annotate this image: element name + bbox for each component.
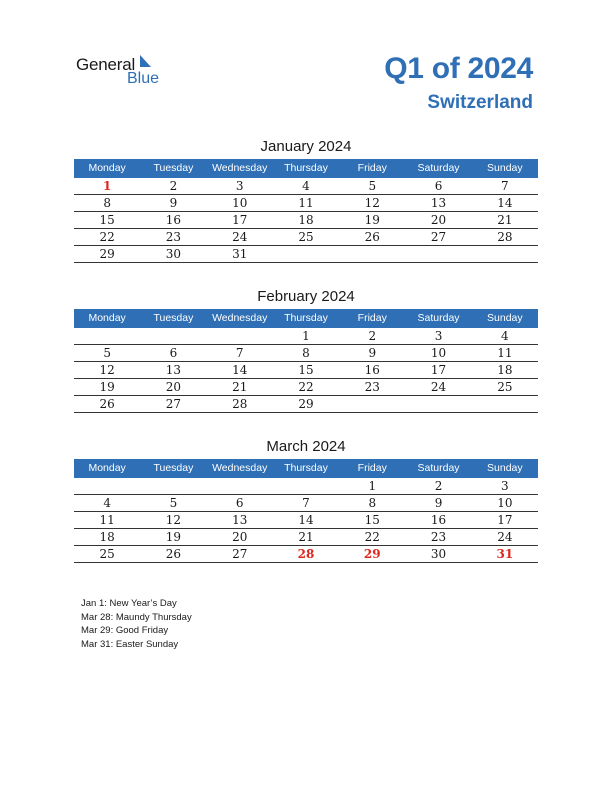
month-title: February 2024: [257, 288, 355, 305]
weekday-label: Sunday: [487, 162, 523, 174]
day-cell: 20: [430, 213, 447, 227]
weekday-label: Tuesday: [153, 462, 194, 474]
day-cell: 26: [99, 397, 115, 411]
weekday-label: Friday: [357, 162, 387, 174]
month-march: [74, 436, 538, 563]
weekday-header: [74, 459, 538, 478]
day-cell: 5: [103, 346, 111, 360]
day-cell: 31: [232, 247, 248, 261]
day-cell: 22: [364, 530, 380, 544]
day-cell: 5: [169, 496, 178, 510]
day-cell: 21: [497, 213, 513, 227]
day-cell: 7: [302, 496, 310, 510]
day-cell: 18: [497, 363, 513, 377]
day-cell: 8: [103, 196, 111, 210]
day-cell: 4: [302, 179, 310, 193]
day-cell: 18: [99, 530, 115, 544]
day-cell: 9: [368, 346, 377, 360]
logo-triangle-icon: [138, 54, 152, 68]
weekday-label: Sunday: [487, 462, 523, 474]
day-cell: 10: [430, 346, 447, 360]
day-cell: 13: [232, 513, 248, 527]
weekday-label: Friday: [357, 462, 387, 474]
day-cell: 7: [235, 346, 244, 360]
day-cell: 19: [364, 213, 380, 227]
weekday-label: Wednesday: [212, 462, 268, 474]
day-cell: 31: [496, 547, 514, 561]
day-cell: 21: [232, 380, 248, 394]
month-january: [74, 136, 538, 263]
day-cell: 24: [232, 230, 248, 244]
weekday-header: [74, 309, 538, 328]
day-cell: 14: [298, 513, 314, 527]
day-cell: 10: [232, 196, 248, 210]
empty-day-cell: [140, 328, 206, 344]
weekday-label: Thursday: [284, 162, 328, 174]
day-cell: 9: [169, 196, 178, 210]
logo: [76, 52, 176, 88]
day-cell: 8: [368, 496, 377, 510]
day-cell: 19: [165, 530, 182, 544]
day-cell: 6: [169, 346, 178, 360]
logo-general-text: General: [76, 55, 136, 74]
empty-day-cell: [472, 396, 538, 412]
day-cell: 21: [298, 530, 314, 544]
day-cell: 1: [302, 329, 310, 343]
day-cell: 25: [497, 380, 513, 394]
day-cell: 17: [232, 213, 248, 227]
weekday-label: Saturday: [417, 312, 460, 324]
day-cell: 28: [297, 547, 315, 561]
day-cell: 27: [430, 230, 447, 244]
day-cell: 30: [430, 547, 447, 561]
day-cell: 3: [235, 179, 244, 193]
empty-day-cell: [74, 478, 140, 494]
empty-day-cell: [273, 246, 339, 262]
day-cell: 25: [298, 230, 314, 244]
month-title: January 2024: [260, 138, 352, 155]
day-cell: 16: [165, 213, 182, 227]
day-cell: 20: [232, 530, 248, 544]
day-cell: 6: [235, 496, 244, 510]
day-cell: 4: [501, 329, 509, 343]
weekday-label: Thursday: [284, 312, 328, 324]
day-cell: 13: [165, 363, 182, 377]
day-cell: 30: [165, 247, 182, 261]
day-cell: 29: [99, 247, 115, 261]
day-cell: 23: [165, 230, 182, 244]
day-cell: 15: [364, 513, 380, 527]
week-row: [74, 529, 538, 546]
day-cell: 6: [434, 179, 443, 193]
day-cell: 17: [497, 513, 513, 527]
page-title: Q1 of 2024: [384, 52, 533, 85]
day-cell: 26: [364, 230, 380, 244]
empty-day-cell: [207, 478, 273, 494]
day-cell: 27: [165, 397, 182, 411]
country-name: Switzerland: [427, 92, 533, 113]
day-cell: 14: [232, 363, 248, 377]
weekday-label: Sunday: [487, 312, 523, 324]
week-row: [74, 229, 538, 246]
weekday-label: Tuesday: [153, 162, 194, 174]
weekday-label: Monday: [88, 462, 126, 474]
empty-day-cell: [207, 328, 273, 344]
day-cell: 11: [99, 513, 115, 527]
week-row: [74, 362, 538, 379]
weekday-label: Thursday: [284, 462, 328, 474]
day-cell: 18: [298, 213, 314, 227]
day-cell: 10: [497, 496, 513, 510]
holiday-note: Mar 28: Maundy Thursday: [81, 611, 192, 623]
day-cell: 12: [165, 513, 182, 527]
empty-day-cell: [339, 396, 405, 412]
day-cell: 22: [99, 230, 115, 244]
week-row: [74, 396, 538, 413]
month-title: March 2024: [266, 438, 346, 455]
day-cell: 28: [232, 397, 248, 411]
day-cell: 9: [434, 496, 443, 510]
week-row: [74, 195, 538, 212]
day-cell: 20: [165, 380, 182, 394]
day-cell: 16: [364, 363, 380, 377]
day-cell: 23: [364, 380, 380, 394]
week-row: [74, 379, 538, 396]
day-cell: 13: [430, 196, 447, 210]
day-cell: 15: [99, 213, 115, 227]
day-cell: 8: [302, 346, 310, 360]
day-cell: 1: [102, 179, 112, 193]
week-row: [74, 512, 538, 529]
day-cell: 2: [368, 329, 377, 343]
day-cell: 27: [232, 547, 248, 561]
day-cell: 3: [501, 479, 509, 493]
holiday-note: Mar 29: Good Friday: [81, 625, 169, 636]
day-cell: 14: [497, 196, 513, 210]
day-cell: 5: [368, 179, 377, 193]
day-cell: 12: [364, 196, 380, 210]
day-cell: 29: [363, 547, 381, 561]
day-cell: 2: [434, 479, 443, 493]
day-cell: 4: [103, 496, 111, 510]
week-row: [74, 478, 538, 495]
day-cell: 15: [298, 363, 314, 377]
day-cell: 19: [99, 380, 115, 394]
empty-day-cell: [140, 478, 206, 494]
week-row: [74, 495, 538, 512]
weekday-label: Friday: [357, 312, 387, 324]
empty-day-cell: [74, 328, 140, 344]
day-cell: 25: [99, 547, 115, 561]
empty-day-cell: [273, 478, 339, 494]
week-row: [74, 345, 538, 362]
day-cell: 7: [501, 179, 509, 193]
day-cell: 2: [169, 179, 178, 193]
day-cell: 11: [298, 196, 314, 210]
day-cell: 12: [99, 363, 115, 377]
week-row: [74, 328, 538, 345]
holiday-notes: [81, 597, 192, 651]
week-row: [74, 246, 538, 263]
weekday-label: Wednesday: [212, 312, 268, 324]
day-cell: 24: [497, 530, 513, 544]
week-row: [74, 212, 538, 229]
day-cell: 11: [497, 346, 513, 360]
day-cell: 23: [430, 530, 447, 544]
weekday-label: Wednesday: [212, 162, 268, 174]
holiday-note: Mar 31: Easter Sunday: [81, 638, 179, 650]
logo-blue-text: Blue: [127, 70, 160, 87]
month-february: [74, 286, 538, 413]
weekday-label: Monday: [88, 312, 126, 324]
day-cell: 16: [430, 513, 447, 527]
day-cell: 26: [165, 547, 182, 561]
day-cell: 22: [298, 380, 314, 394]
empty-day-cell: [472, 246, 538, 262]
day-cell: 1: [368, 479, 377, 493]
day-cell: 28: [497, 230, 513, 244]
weekday-label: Tuesday: [153, 312, 194, 324]
week-row: [74, 178, 538, 195]
day-cell: 17: [430, 363, 447, 377]
weekday-label: Saturday: [417, 462, 460, 474]
weekday-label: Saturday: [417, 162, 460, 174]
day-cell: 29: [298, 397, 314, 411]
weekday-label: Monday: [88, 162, 126, 174]
empty-day-cell: [405, 396, 471, 412]
weekday-header: [74, 159, 538, 178]
empty-day-cell: [405, 246, 471, 262]
day-cell: 24: [430, 380, 447, 394]
holiday-note: Jan 1: New Year’s Day: [81, 598, 177, 609]
day-cell: 3: [434, 329, 443, 343]
week-row: [74, 546, 538, 563]
empty-day-cell: [339, 246, 405, 262]
